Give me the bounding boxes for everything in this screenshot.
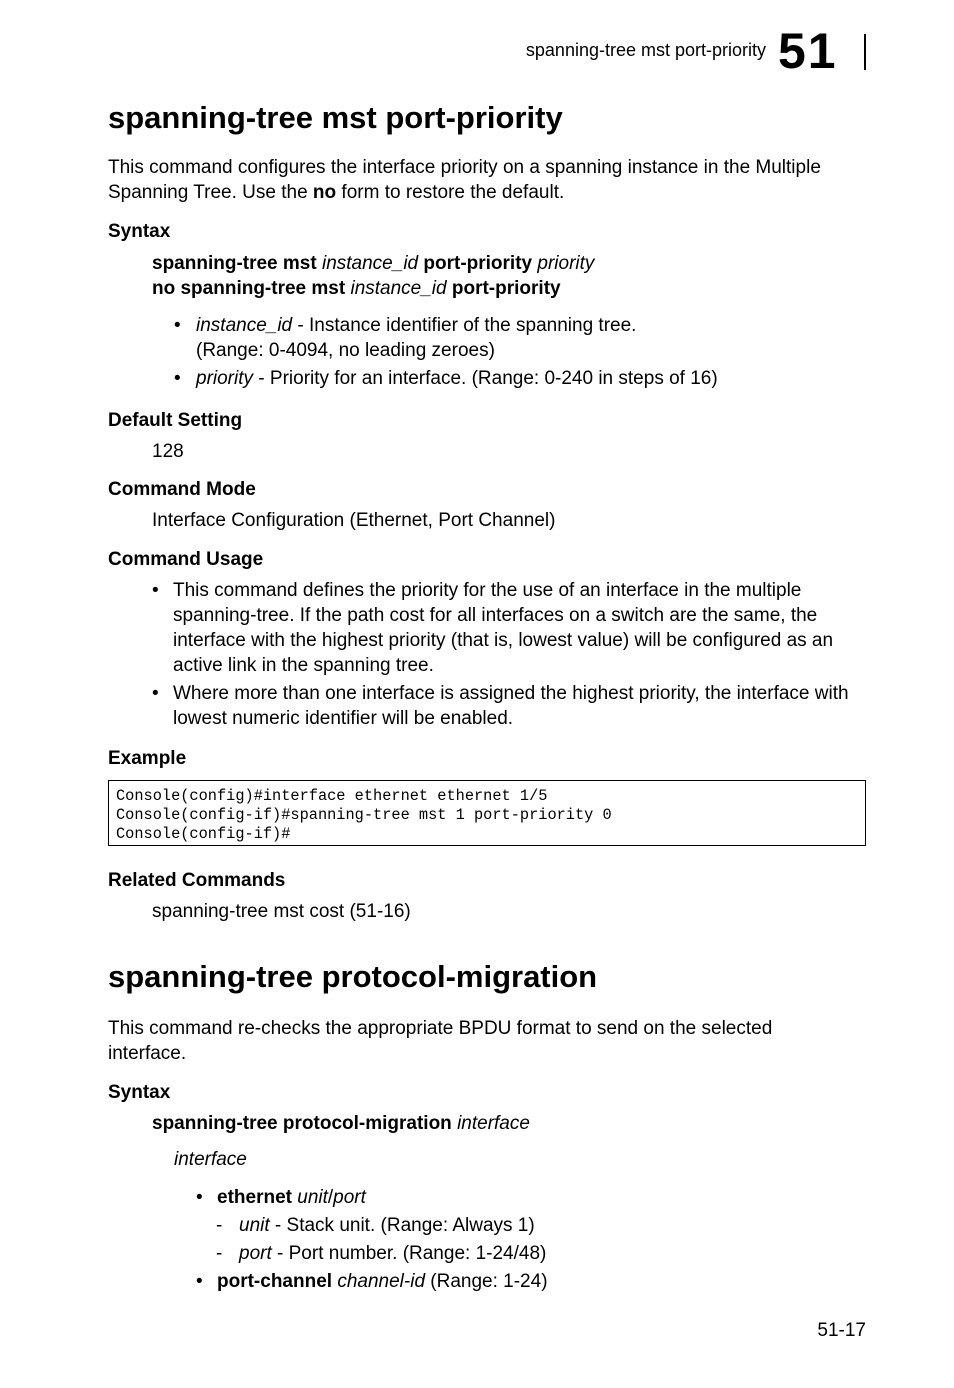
option-arg: channel-id [337, 1271, 426, 1292]
param-name: priority [196, 368, 254, 389]
dash-icon: - [216, 1215, 223, 1236]
option-keyword: port-channel [217, 1271, 333, 1292]
slash-separator: / [327, 1187, 334, 1208]
param-name: instance_id [196, 315, 293, 336]
usage-list [152, 578, 867, 731]
chapter-number: 51 [778, 23, 838, 79]
code-line: Console(config-if)# [116, 825, 291, 843]
code-line: Console(config-if)#spanning-tree mst 1 port-priority 0 [116, 806, 612, 824]
option-arg: port [333, 1187, 366, 1208]
command-mode-value: Interface Configuration (Ethernet, Port Channel) [152, 510, 556, 531]
param-desc: - Priority for an interface. (Range: 0-240 in steps of 16) [253, 368, 718, 389]
option-keyword: ethernet [217, 1187, 292, 1208]
section-intro-port-priority [108, 155, 828, 205]
list-item [152, 578, 867, 678]
syntax-command: spanning-tree mst [152, 253, 317, 274]
chapter-divider [864, 34, 866, 70]
syntax-heading: Syntax [108, 1082, 171, 1103]
section-intro-protocol-migration: This command re-checks the appropriate BPDU format to send on the selected interface. [108, 1018, 773, 1064]
intro-keyword-no: no [312, 182, 337, 203]
code-example [108, 780, 866, 846]
syntax-keyword: port-priority [451, 278, 561, 299]
syntax-command: no spanning-tree mst [152, 278, 346, 299]
param-desc: - Instance identifier of the spanning tree. [292, 315, 637, 336]
section-title-protocol-migration: spanning-tree protocol-migration [108, 959, 598, 994]
sub-option-unit [216, 1213, 535, 1238]
option-desc: (Range: 1-24) [425, 1271, 548, 1292]
sub-option-desc: - Stack unit. (Range: Always 1) [269, 1215, 535, 1236]
sub-option-name: port [239, 1243, 272, 1264]
syntax-line [152, 1111, 530, 1136]
bullet-icon: • [152, 580, 159, 601]
option-port-channel [196, 1269, 548, 1294]
list-item [174, 366, 854, 391]
syntax-arg: instance_id [350, 278, 447, 299]
section-title-port-priority: spanning-tree mst port-priority [108, 100, 563, 135]
syntax-line-1 [152, 251, 594, 276]
code-line: Console(config)#interface ethernet ethernet 1/5 [116, 787, 548, 805]
default-setting-value: 128 [152, 441, 184, 462]
command-mode-heading: Command Mode [108, 479, 256, 500]
bullet-icon: • [174, 368, 181, 389]
syntax-heading: Syntax [108, 221, 171, 242]
sub-option-desc: - Port number. (Range: 1-24/48) [271, 1243, 547, 1264]
usage-text: Where more than one interface is assigned the highest priority, the interface with lowest numeric identifier will be enabled. [173, 683, 849, 729]
list-item [152, 681, 867, 731]
syntax-arg: instance_id [321, 253, 419, 274]
option-ethernet [196, 1185, 366, 1210]
sub-option-port [216, 1241, 546, 1266]
dash-icon: - [216, 1243, 223, 1264]
parameter-list [174, 313, 854, 391]
bullet-icon: • [174, 315, 181, 336]
option-arg: unit [297, 1187, 328, 1208]
page-number: 51-17 [817, 1320, 866, 1341]
list-item [174, 313, 854, 363]
param-label: interface [174, 1149, 247, 1170]
usage-text: This command defines the priority for the use of an interface in the multiple spanning-tree. If the path cost for all interfaces on a switch are the same, the interface with the highest priority (that is, lowest value) will be configured as an active link in the spanning tree. [173, 580, 834, 676]
syntax-arg: interface [457, 1113, 530, 1134]
default-setting-heading: Default Setting [108, 410, 243, 431]
bullet-icon: • [196, 1187, 203, 1208]
intro-text-1: This command configures the interface priority on a spanning instance in the Multiple Spanning Tree. Use the [108, 157, 821, 203]
param-desc-range: (Range: 0-4094, no leading zeroes) [196, 340, 495, 361]
intro-text-2: form to restore the default. [336, 182, 565, 203]
bullet-icon: • [152, 683, 159, 704]
running-header-title: spanning-tree mst port-priority [525, 40, 766, 60]
sub-option-name: unit [239, 1215, 270, 1236]
syntax-arg: priority [537, 253, 595, 274]
related-commands-heading: Related Commands [108, 870, 286, 891]
syntax-keyword: port-priority [423, 253, 533, 274]
bullet-icon: • [196, 1271, 203, 1292]
command-usage-heading: Command Usage [108, 549, 264, 570]
example-heading: Example [108, 748, 187, 769]
syntax-command: spanning-tree protocol-migration [152, 1113, 452, 1134]
syntax-line-2 [152, 276, 561, 301]
related-command-link[interactable]: spanning-tree mst cost (51-16) [152, 901, 411, 922]
